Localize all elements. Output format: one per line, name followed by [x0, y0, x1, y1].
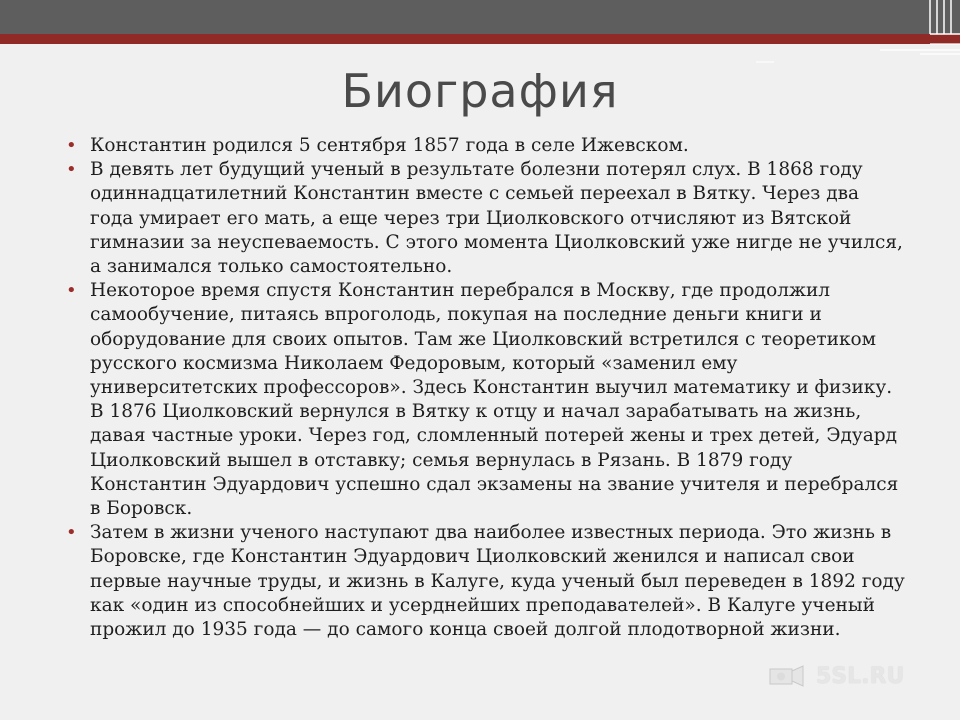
bullet-text-1: Константин родился 5 сентября 1857 года в селе Ижевском.	[90, 135, 689, 156]
bullet-item-4	[62, 521, 907, 642]
bullet-item-2	[62, 158, 907, 279]
slide-title: Биография	[341, 64, 619, 118]
bullet-text-4: Затем в жизни ученого наступают два наиболее известных периода. Это жизнь в Боровске, где Константин Эдуардович Циолковский женился и написал свои первые научные труды, и жизнь в Калуге, куда ученый был переведен в 1892 году как «один из способнейших и усерднейших преподавателей». В Калуге ученый прожил до 1935 года — до самого конца своей долгой плодотворной жизни.	[90, 522, 905, 641]
bullet-icon: •	[66, 280, 77, 302]
bullet-icon: •	[66, 522, 77, 544]
bullet-text-3: Некоторое время спустя Константин перебрался в Москву, где продолжил самообучение, питаясь впроголодь, покупая на последние деньги книги и оборудование для своих опытов. Там же Циолковский встретился с теоретиком русского космизма Николаем Федоровым, который «заменил ему университетских профессоров». Здесь Константин выучил математику и физику. В 1876 Циолковский вернулся в Вятку к отцу и начал зарабатывать на жизнь, давая частные уроки. Через год, сломленный потерей жены и трех детей, Эдуард Циолковский вышел в отставку; семья вернулась в Рязань. В 1879 году Константин Эдуардович успешно сдал экзамены на звание учителя и перебрался в Боровск.	[90, 280, 899, 520]
bullet-text-2: В девять лет будущий ученый в результате болезни потерял слух. В 1868 году одиннадцатилетний Константин вместе с семьей переехал в Вятку. Через два года умирает его мать, а еще через три Циолковского отчисляют из Вятской гимназии за неуспеваемость. С этого момента Циолковский уже нигде не учился, а занимался только самостоятельно.	[90, 159, 903, 278]
bullet-icon: •	[66, 135, 77, 156]
bullet-item-1	[62, 134, 907, 158]
bullet-icon: •	[66, 159, 77, 181]
decorative-lines	[0, 0, 960, 70]
slide-logo-icon	[768, 661, 808, 691]
bullet-list	[62, 134, 907, 642]
watermark	[768, 660, 928, 692]
watermark-text: 5SL.RU	[816, 663, 905, 689]
bullet-item-3	[62, 279, 907, 521]
